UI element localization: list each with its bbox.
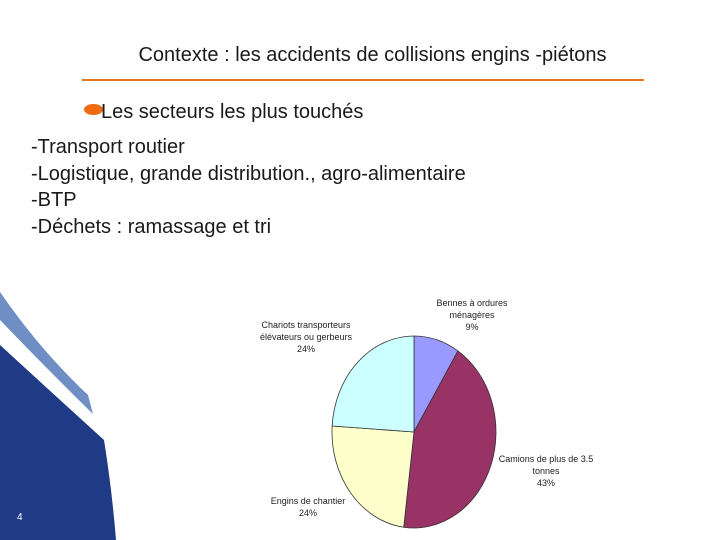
- bullet-heading: Les secteurs les plus touchés: [101, 101, 364, 123]
- slide-title: Contexte : les accidents de collisions engins -piétons: [138, 44, 607, 66]
- slide-number: 4: [17, 512, 23, 523]
- pie-slice: [332, 336, 414, 432]
- pie-slice-label: Engins de chantier 24%: [270, 496, 346, 518]
- sector-item: -Transport routier: [31, 136, 185, 158]
- pie-slice-label: Camions de plus de 3.5 tonnes 43%: [498, 454, 594, 488]
- sector-item: -Déchets : ramassage et tri: [31, 215, 272, 238]
- pie-slice: [332, 426, 414, 527]
- sector-item: -BTP: [31, 189, 77, 211]
- pie-slice-label: Bennes à ordures ménagères 9%: [436, 298, 508, 332]
- pie-slice-label: Chariots transporteurs élévateurs ou gerbeurs 24%: [259, 320, 353, 354]
- sector-item: -Logistique, grande distribution., agro-alimentaire: [31, 162, 466, 185]
